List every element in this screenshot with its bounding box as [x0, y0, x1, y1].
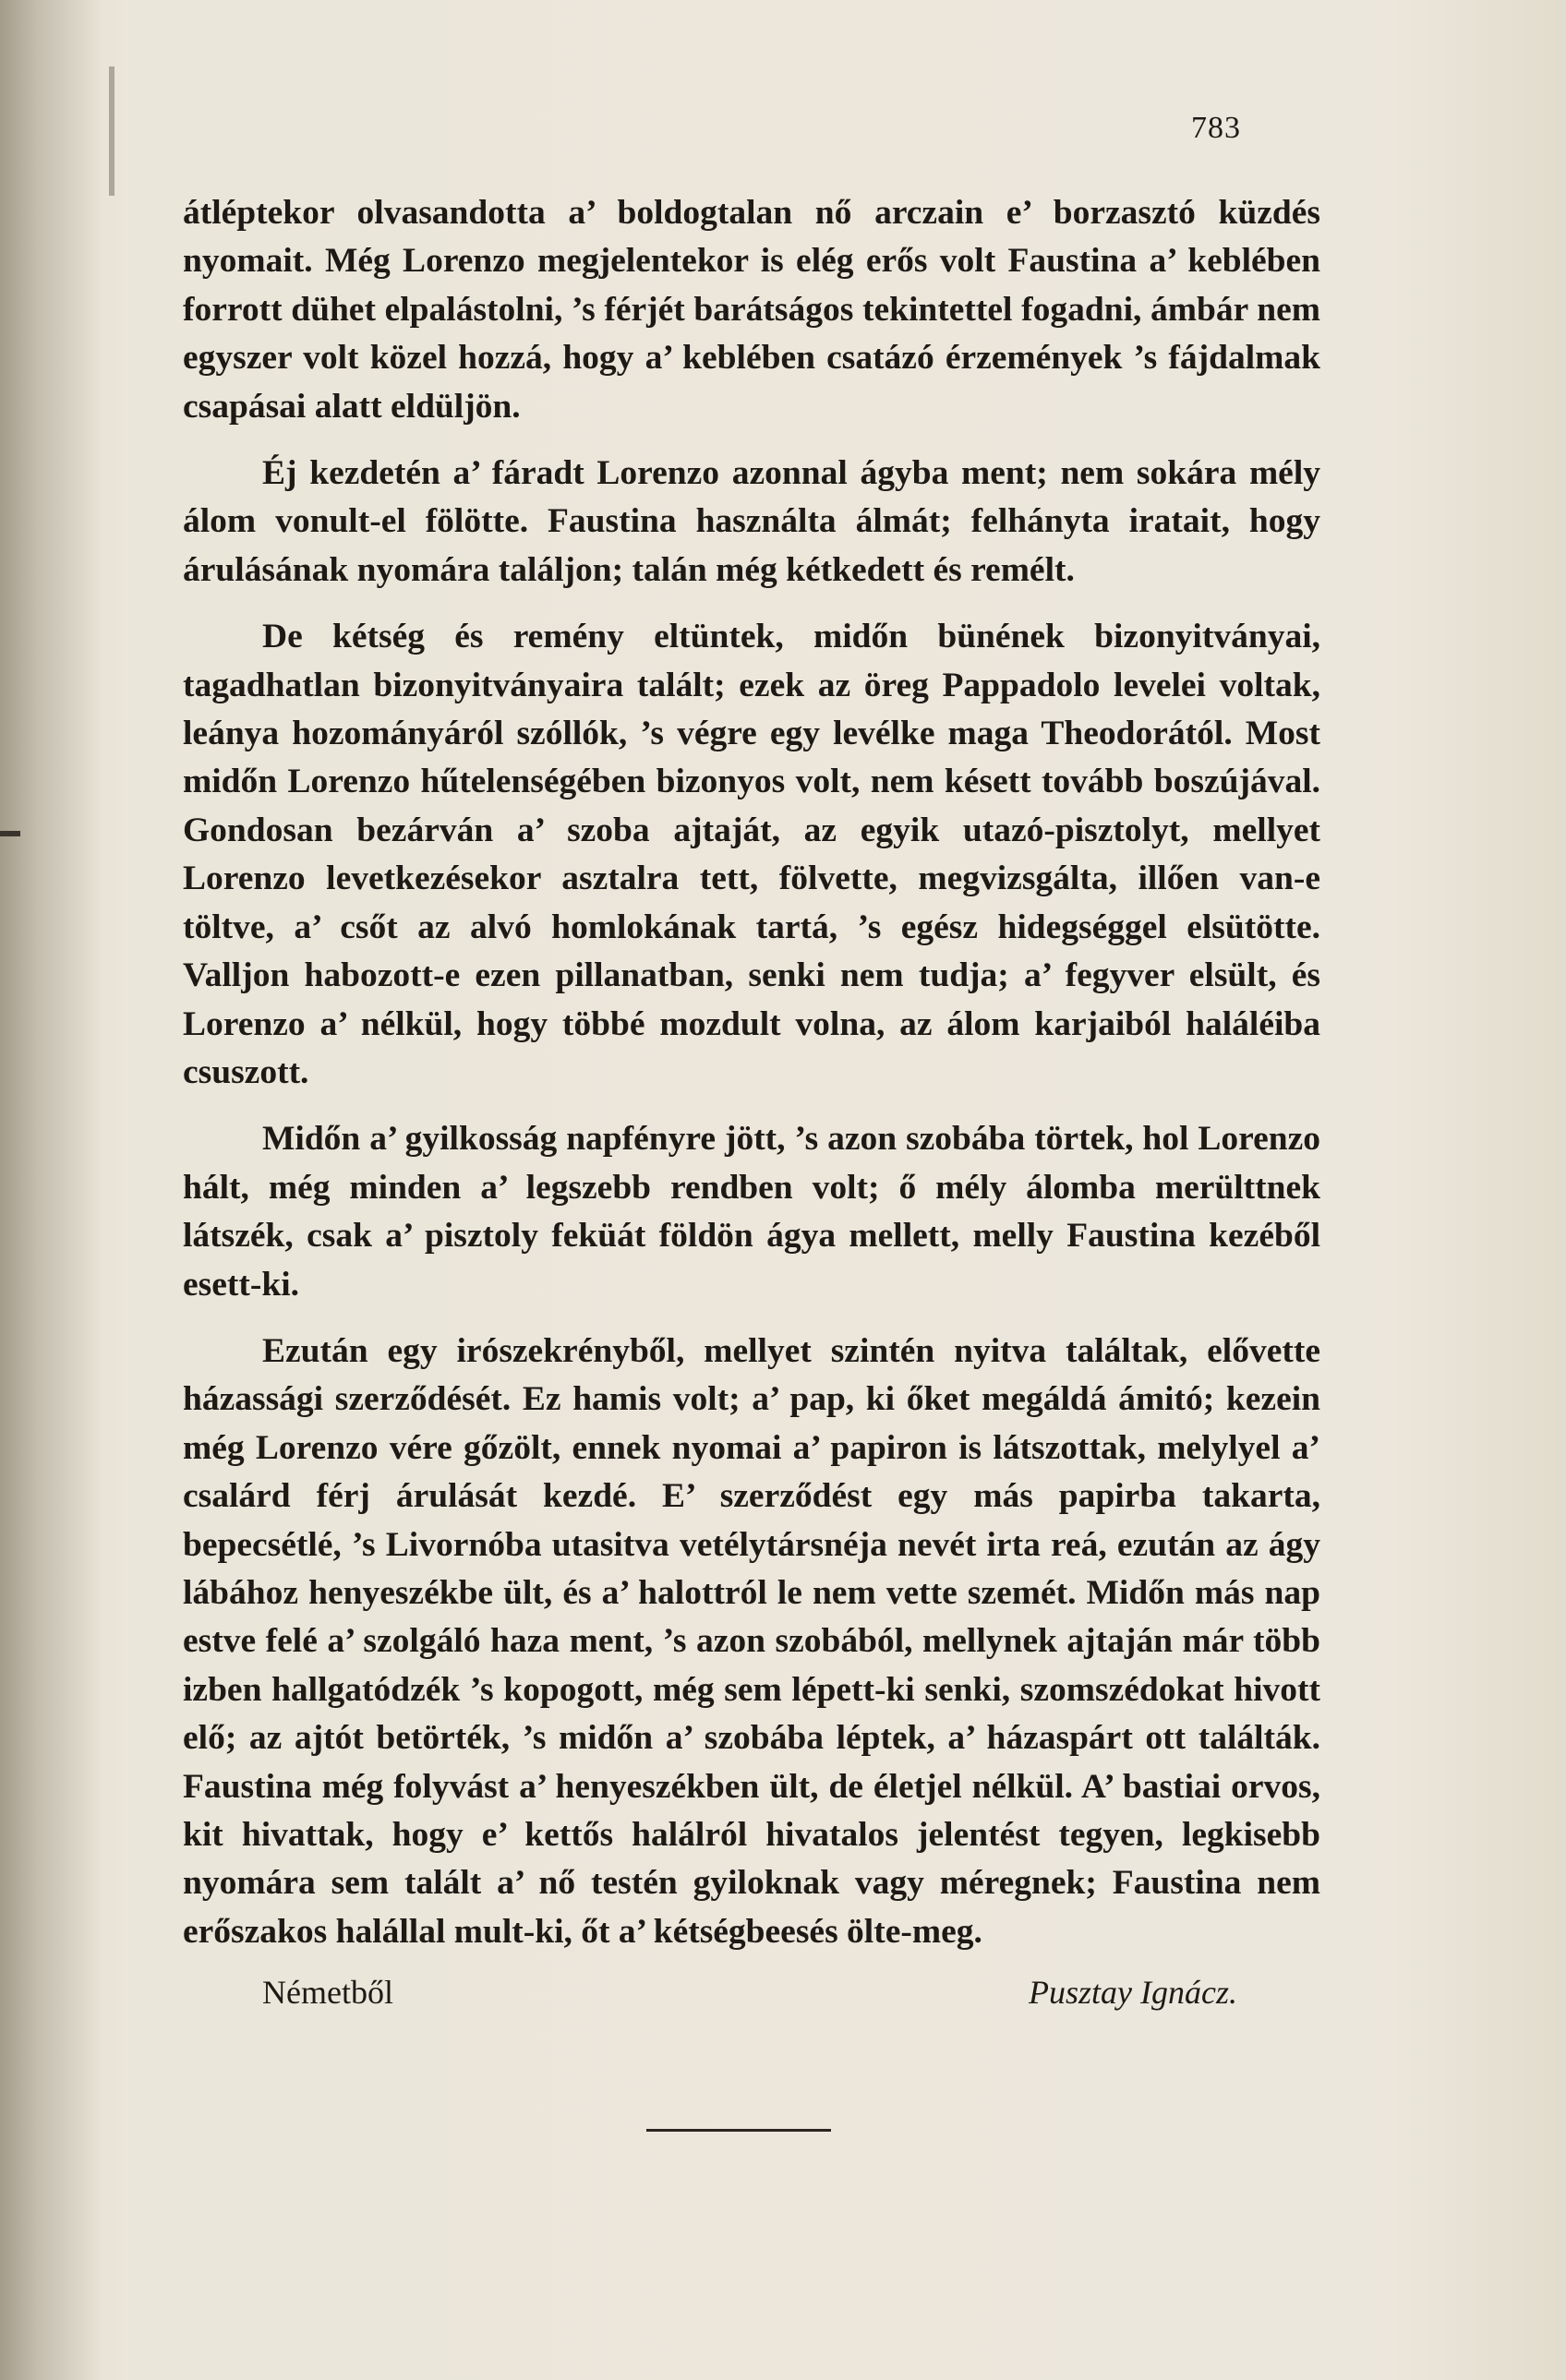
page-number: 783 — [1191, 111, 1241, 145]
binding-shadow — [0, 0, 102, 2380]
signature-line — [183, 1971, 1320, 2026]
paragraph: átléptekor olvasandotta a’ boldogtalan nő arczain e’ borzasztó küzdés nyomait. Még Lorenzo megjelentekor is elég erős volt Faustina a’ keblében forrott dühet elpalástolni, ’s férjét barátságos tekintettel fogadni, ámbár nem egyszer volt közel hozzá, hogy a’ keblében csatázó érzemények ’s fájdalmak csapásai alatt eldüljön. — [183, 194, 1320, 426]
margin-mark — [109, 66, 114, 196]
translation-source: Németből — [262, 1974, 393, 2012]
paragraph: De kétség és remény eltüntek, midőn bünének bizonyitványai, tagadhatlan bizonyitványaira talált; ezek az öreg Pappadolo levelei voltak, leánya hozományáról szóllók, ’s végre egy levélke maga Theodorától. Most midőn Lorenzo hűtelenségében bizonyos volt, nem késett tovább boszújával. Gondosan bezárván a’ szoba ajtaját, az egyik utazó-pisztolyt, mellyet Lorenzo levetkezésekor asztalra tett, fölvette, megvizsgálta, illően van-e töltve, a’ csőt az alvó homlokának tartá, ’s egész hidegséggel elsütötte. Valljon habozott-e ezen pillanatban, senki nem tudja; a’ fegyver elsült, és Lorenzo a’ nélkül, hogy többé mozdult volna, az álom karjaiból haláléiba csuszott. — [183, 618, 1320, 1091]
paragraph: Ezután egy irószekrényből, mellyet szintén nyitva találtak, elővette házassági szerződését. Ez hamis volt; a’ pap, ki őket megáldá ámitó; kezein még Lorenzo vére gőzölt, ennek nyomai a’ papiron is látszottak, melylyel a’ csalárd férj árulását kezdé. E’ szerződést egy más papirba takarta, bepecsétlé, ’s Livornóba utasitva vetélytársnéja nevét irta reá, ezután az ágy lábához henyeszékbe ült, és a’ halottról le nem vette szemét. Midőn más nap estve felé a’ szolgáló haza ment, ’s azon szobából, mellynek ajtaján már több izben hallgatódzék ’s kopogott, még sem lépett-ki senki, szomszédokat hivott elő; az ajtót betörték, ’s midőn a’ szobába léptek, a’ házaspárt ott találták. Faustina még folyvást a’ henyeszékben ült, de életjel nélkül. A’ bastiai orvos, kit hivattak, hogy e’ kettős halálról hivatalos jelentést tegyen, legkisebb nyomára sem talált a’ nő testén gyiloknak vagy méregnek; Faustina nem erőszakos halállal mult-ki, őt a’ kétségbeesés ölte-meg. — [183, 1331, 1320, 1951]
closing-rule — [646, 2129, 831, 2132]
margin-mark — [0, 831, 20, 836]
paragraph: Midőn a’ gyilkosság napfényre jött, ’s azon szobába törtek, hol Lorenzo hált, még minden a’ legszebb rendben volt; ő mély álomba merülttnek látszék, csak a’ pisztoly feküát földön ágya mellett, melly Faustina kezéből esett-ki. — [183, 1120, 1320, 1304]
paragraph: Éj kezdetén a’ fáradt Lorenzo azonnal ágyba ment; nem sokára mély álom vonult-el fölötte. Faustina használta álmát; felhányta iratait, hogy árulásának nyomára találjon; talán még kétkedett és remélt. — [183, 454, 1320, 589]
body-text — [183, 189, 1320, 2026]
author-signature: Pusztay Ignácz. — [1029, 1974, 1237, 2012]
